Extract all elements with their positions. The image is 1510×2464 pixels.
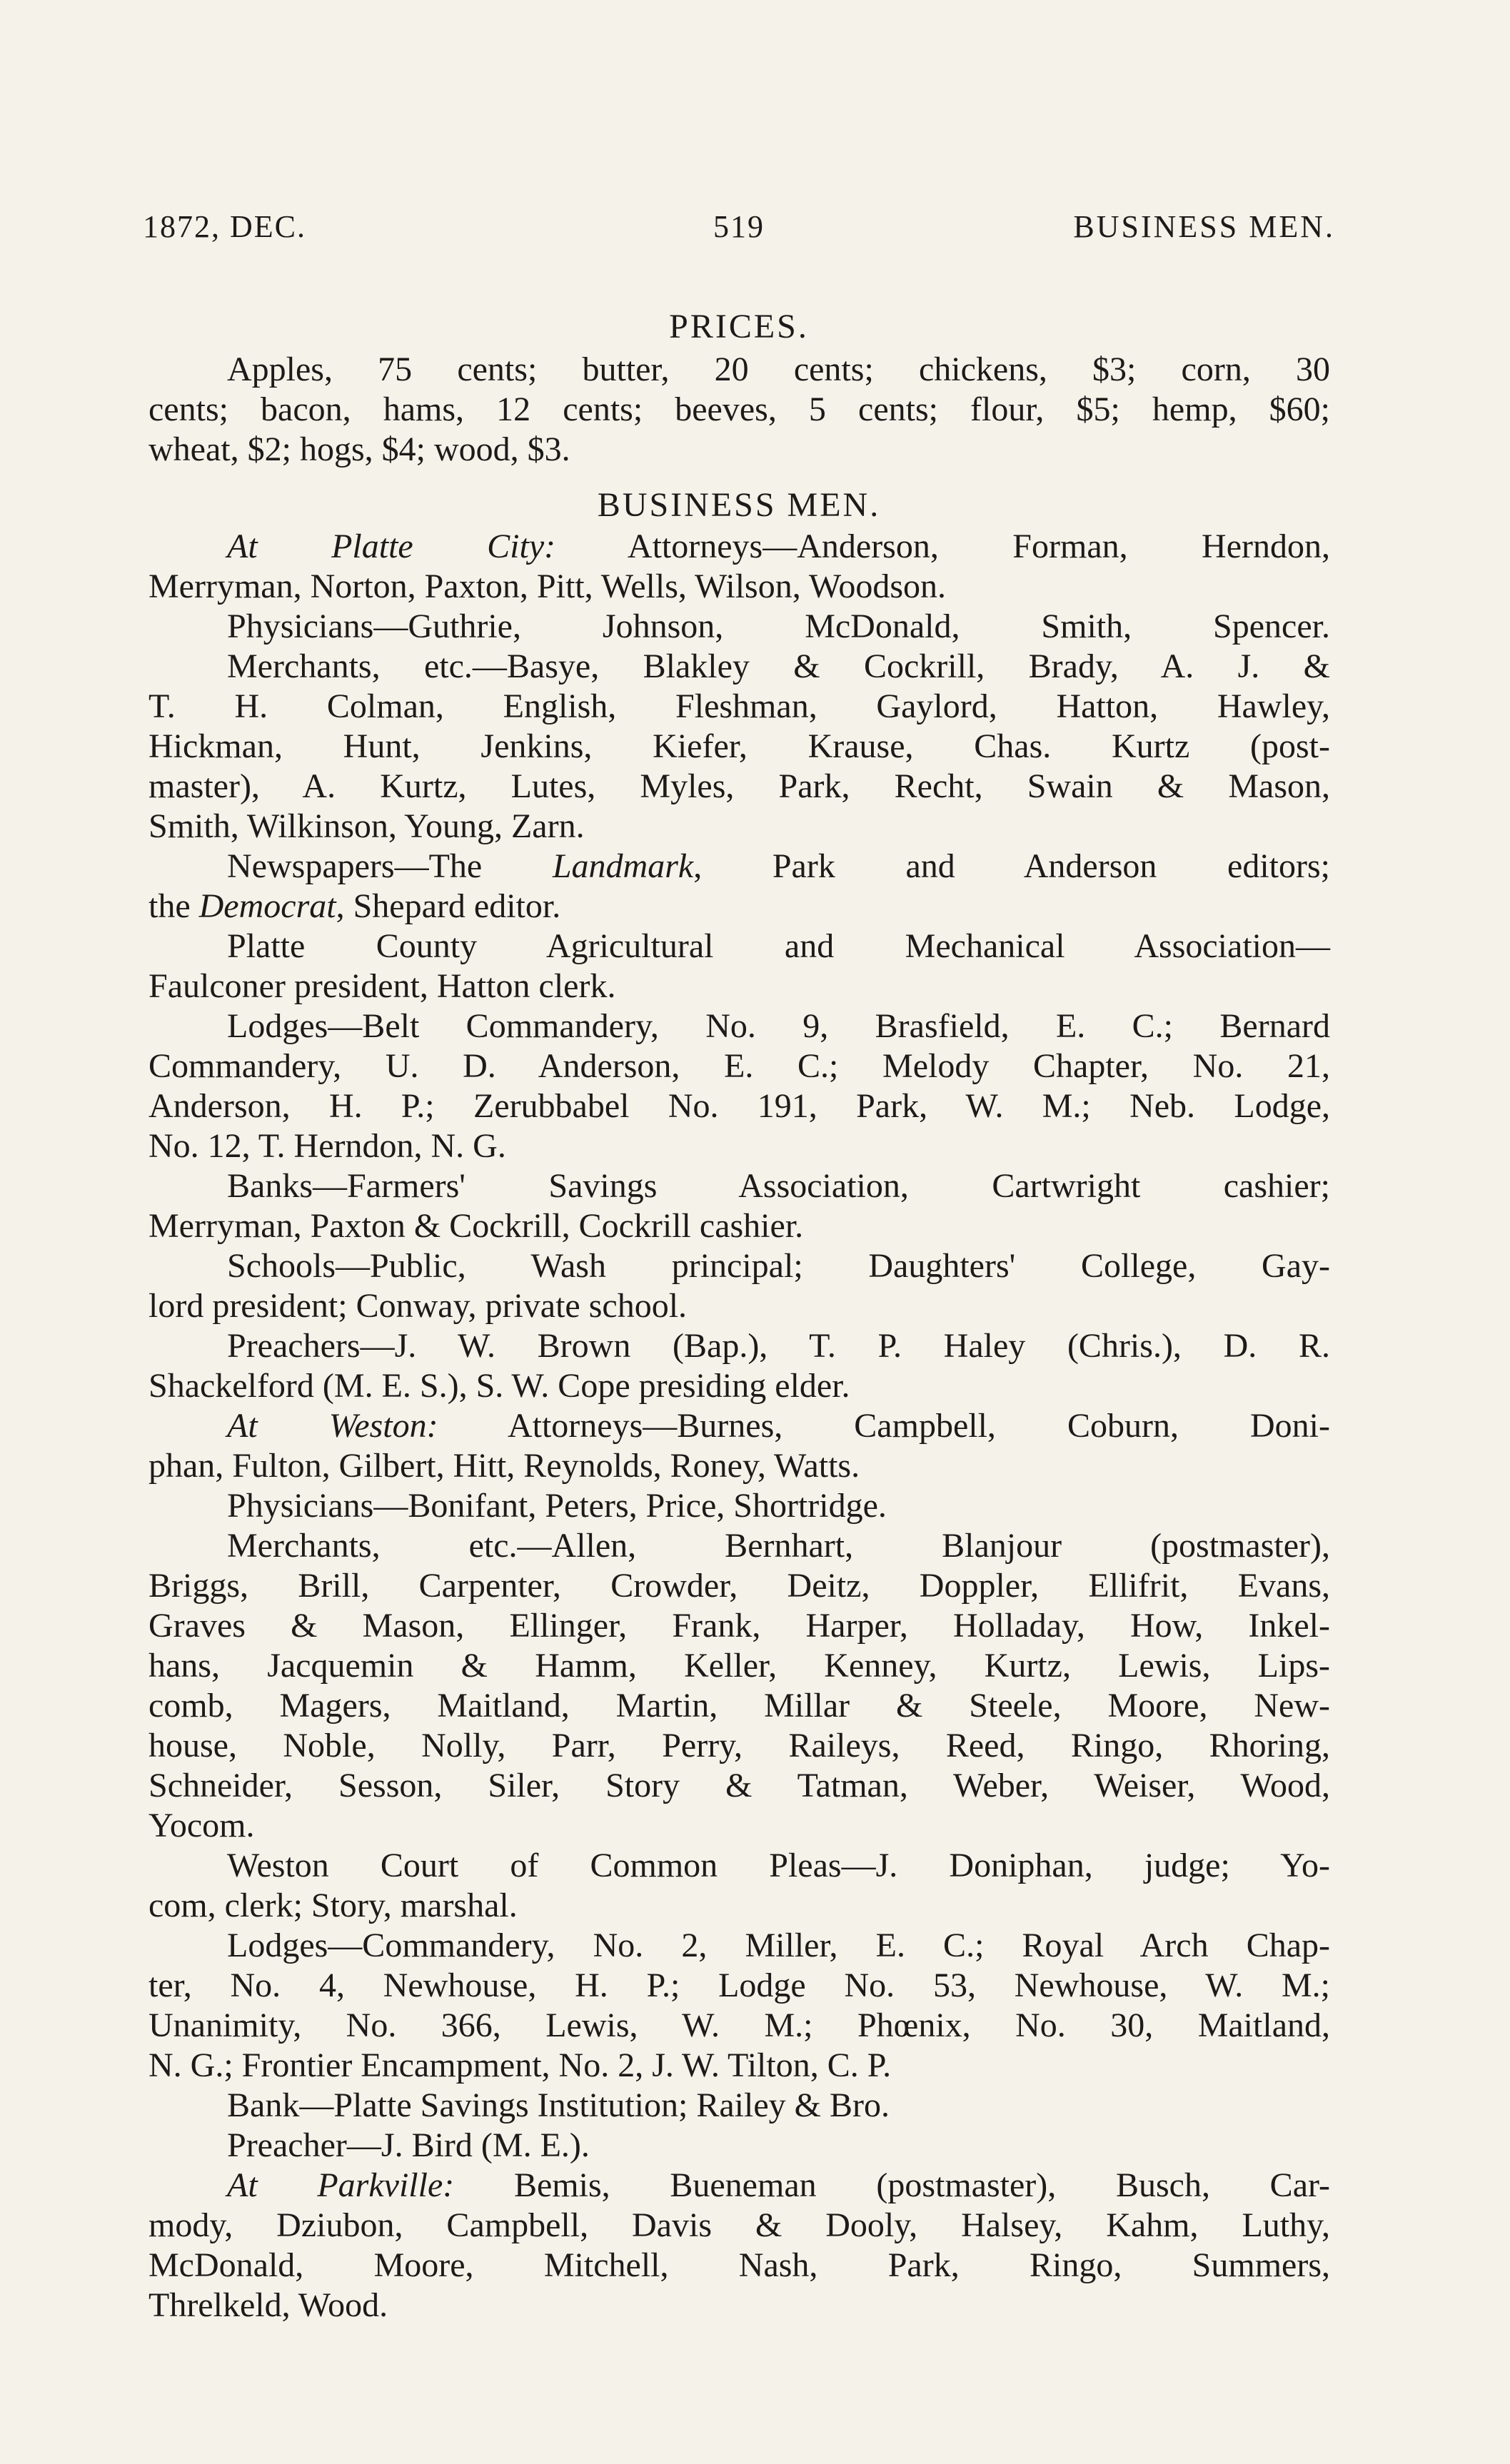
text-line: Physicians—Bonifant, Peters, Price, Shortridge. <box>227 1487 887 1525</box>
text-line: Schneider, Sesson, Siler, Story & Tatman, Weber, Weiser, Wood, <box>149 1767 1330 1804</box>
text-line: Lodges—Belt Commandery, No. 9, Brasfield, E. C.; Bernard <box>227 1007 1330 1045</box>
text-line: Hickman, Hunt, Jenkins, Kiefer, Krause, Chas. Kurtz (post- <box>149 727 1330 765</box>
text-line: Platte County Agricultural and Mechanical Association— <box>227 927 1330 965</box>
line-text: Attorneys—Burnes, Campbell, Coburn, Doni- <box>438 1407 1330 1445</box>
text-line: com, clerk; Story, marshal. <box>149 1887 518 1924</box>
place-name: At Platte City: <box>227 527 556 565</box>
text-line: Anderson, H. P.; Zerubbabel No. 191, Park, W. M.; Neb. Lodge, <box>149 1087 1330 1125</box>
line-text: the <box>149 887 199 925</box>
text-line <box>149 847 1330 887</box>
newspaper-name: Landmark <box>552 847 694 885</box>
text-line: Bank—Platte Savings Institution; Railey & Bro. <box>227 2086 890 2124</box>
text-line: No. 12, T. Herndon, N. G. <box>149 1127 506 1165</box>
text-line <box>149 887 1330 926</box>
text-line: phan, Fulton, Gilbert, Hitt, Reynolds, Roney, Watts. <box>149 1447 860 1485</box>
running-head-title: BUSINESS MEN. <box>1073 209 1335 244</box>
line-text: Newspapers—The <box>227 847 553 885</box>
text-line: Graves & Mason, Ellinger, Frank, Harper, Holladay, How, Inkel- <box>149 1607 1330 1645</box>
text-line <box>149 527 1330 567</box>
line-text: , Park and Anderson editors; <box>693 847 1331 885</box>
place-name: At Weston: <box>227 1407 438 1445</box>
text-line: Merchants, etc.—Basye, Blakley & Cockrill, Brady, A. J. & <box>227 647 1330 685</box>
text-line: Preachers—J. W. Brown (Bap.), T. P. Haley (Chris.), D. R. <box>227 1327 1330 1365</box>
text-line: T. H. Colman, English, Fleshman, Gaylord, Hatton, Hawley, <box>149 687 1330 725</box>
business-men-section <box>149 527 1330 2326</box>
prices-heading: PRICES. <box>669 308 809 345</box>
text-line: wheat, $2; hogs, $4; wood, $3. <box>149 430 570 468</box>
text-line: comb, Magers, Maitland, Martin, Millar & Steele, Moore, New- <box>149 1687 1330 1725</box>
text-line: Preacher—J. Bird (M. E.). <box>227 2126 590 2164</box>
text-line: cents; bacon, hams, 12 cents; beeves, 5 cents; flour, $5; hemp, $60; <box>149 390 1330 428</box>
text-line: Lodges—Commandery, No. 2, Miller, E. C.; Royal Arch Chap- <box>227 1927 1330 1964</box>
text-line: Shackelford (M. E. S.), S. W. Cope presiding elder. <box>149 1367 850 1405</box>
text-line: Schools—Public, Wash principal; Daughters' College, Gay- <box>227 1247 1330 1285</box>
business-men-heading: BUSINESS MEN. <box>597 486 881 524</box>
text-line: Faulconer president, Hatton clerk. <box>149 967 616 1005</box>
text-line: Weston Court of Common Pleas—J. Doniphan, judge; Yo- <box>227 1847 1330 1884</box>
text-line: N. G.; Frontier Encampment, No. 2, J. W. Tilton, C. P. <box>149 2046 892 2084</box>
line-text: Bemis, Bueneman (postmaster), Busch, Car- <box>454 2166 1331 2204</box>
place-name: At Parkville: <box>227 2166 455 2204</box>
text-line: Commandery, U. D. Anderson, E. C.; Melody Chapter, No. 21, <box>149 1047 1330 1085</box>
text-line: Merryman, Norton, Paxton, Pitt, Wells, Wilson, Woodson. <box>149 567 947 605</box>
text-line: Unanimity, No. 366, Lewis, W. M.; Phœnix, No. 30, Maitland, <box>149 2006 1330 2044</box>
line-text: Attorneys—Anderson, Forman, Herndon, <box>555 527 1331 565</box>
text-line: Yocom. <box>149 1807 255 1844</box>
text-line: ter, No. 4, Newhouse, H. P.; Lodge No. 53, Newhouse, W. M.; <box>149 1966 1330 2004</box>
running-head <box>143 208 1335 251</box>
running-head-date: 1872, DEC. <box>143 209 306 244</box>
text-line: mody, Dziubon, Campbell, Davis & Dooly, Halsey, Kahm, Luthy, <box>149 2206 1330 2244</box>
line-text: , Shepard editor. <box>336 887 561 925</box>
text-line: Physicians—Guthrie, Johnson, McDonald, Smith, Spencer. <box>227 607 1330 645</box>
text-line: Threlkeld, Wood. <box>149 2286 388 2324</box>
prices-paragraph <box>149 350 1330 470</box>
text-line: Apples, 75 cents; butter, 20 cents; chickens, $3; corn, 30 <box>227 350 1330 388</box>
text-line: house, Noble, Nolly, Parr, Perry, Raileys, Reed, Ringo, Rhoring, <box>149 1727 1330 1764</box>
text-line: lord president; Conway, private school. <box>149 1287 688 1325</box>
text-line: Merchants, etc.—Allen, Bernhart, Blanjour (postmaster), <box>227 1527 1330 1565</box>
text-line: Briggs, Brill, Carpenter, Crowder, Deitz, Doppler, Ellifrit, Evans, <box>149 1567 1330 1605</box>
text-line: hans, Jacquemin & Hamm, Keller, Kenney, Kurtz, Lewis, Lips- <box>149 1647 1330 1685</box>
text-line: Banks—Farmers' Savings Association, Cartwright cashier; <box>227 1167 1330 1205</box>
page-number: 519 <box>713 209 765 244</box>
text-line: master), A. Kurtz, Lutes, Myles, Park, Recht, Swain & Mason, <box>149 767 1330 805</box>
newspaper-name: Democrat <box>198 887 336 925</box>
text-line: Merryman, Paxton & Cockrill, Cockrill cashier. <box>149 1207 804 1245</box>
text-line: Smith, Wilkinson, Young, Zarn. <box>149 807 585 845</box>
text-line: McDonald, Moore, Mitchell, Nash, Park, Ringo, Summers, <box>149 2246 1330 2284</box>
text-line <box>149 2166 1330 2206</box>
text-line <box>149 1406 1330 1446</box>
